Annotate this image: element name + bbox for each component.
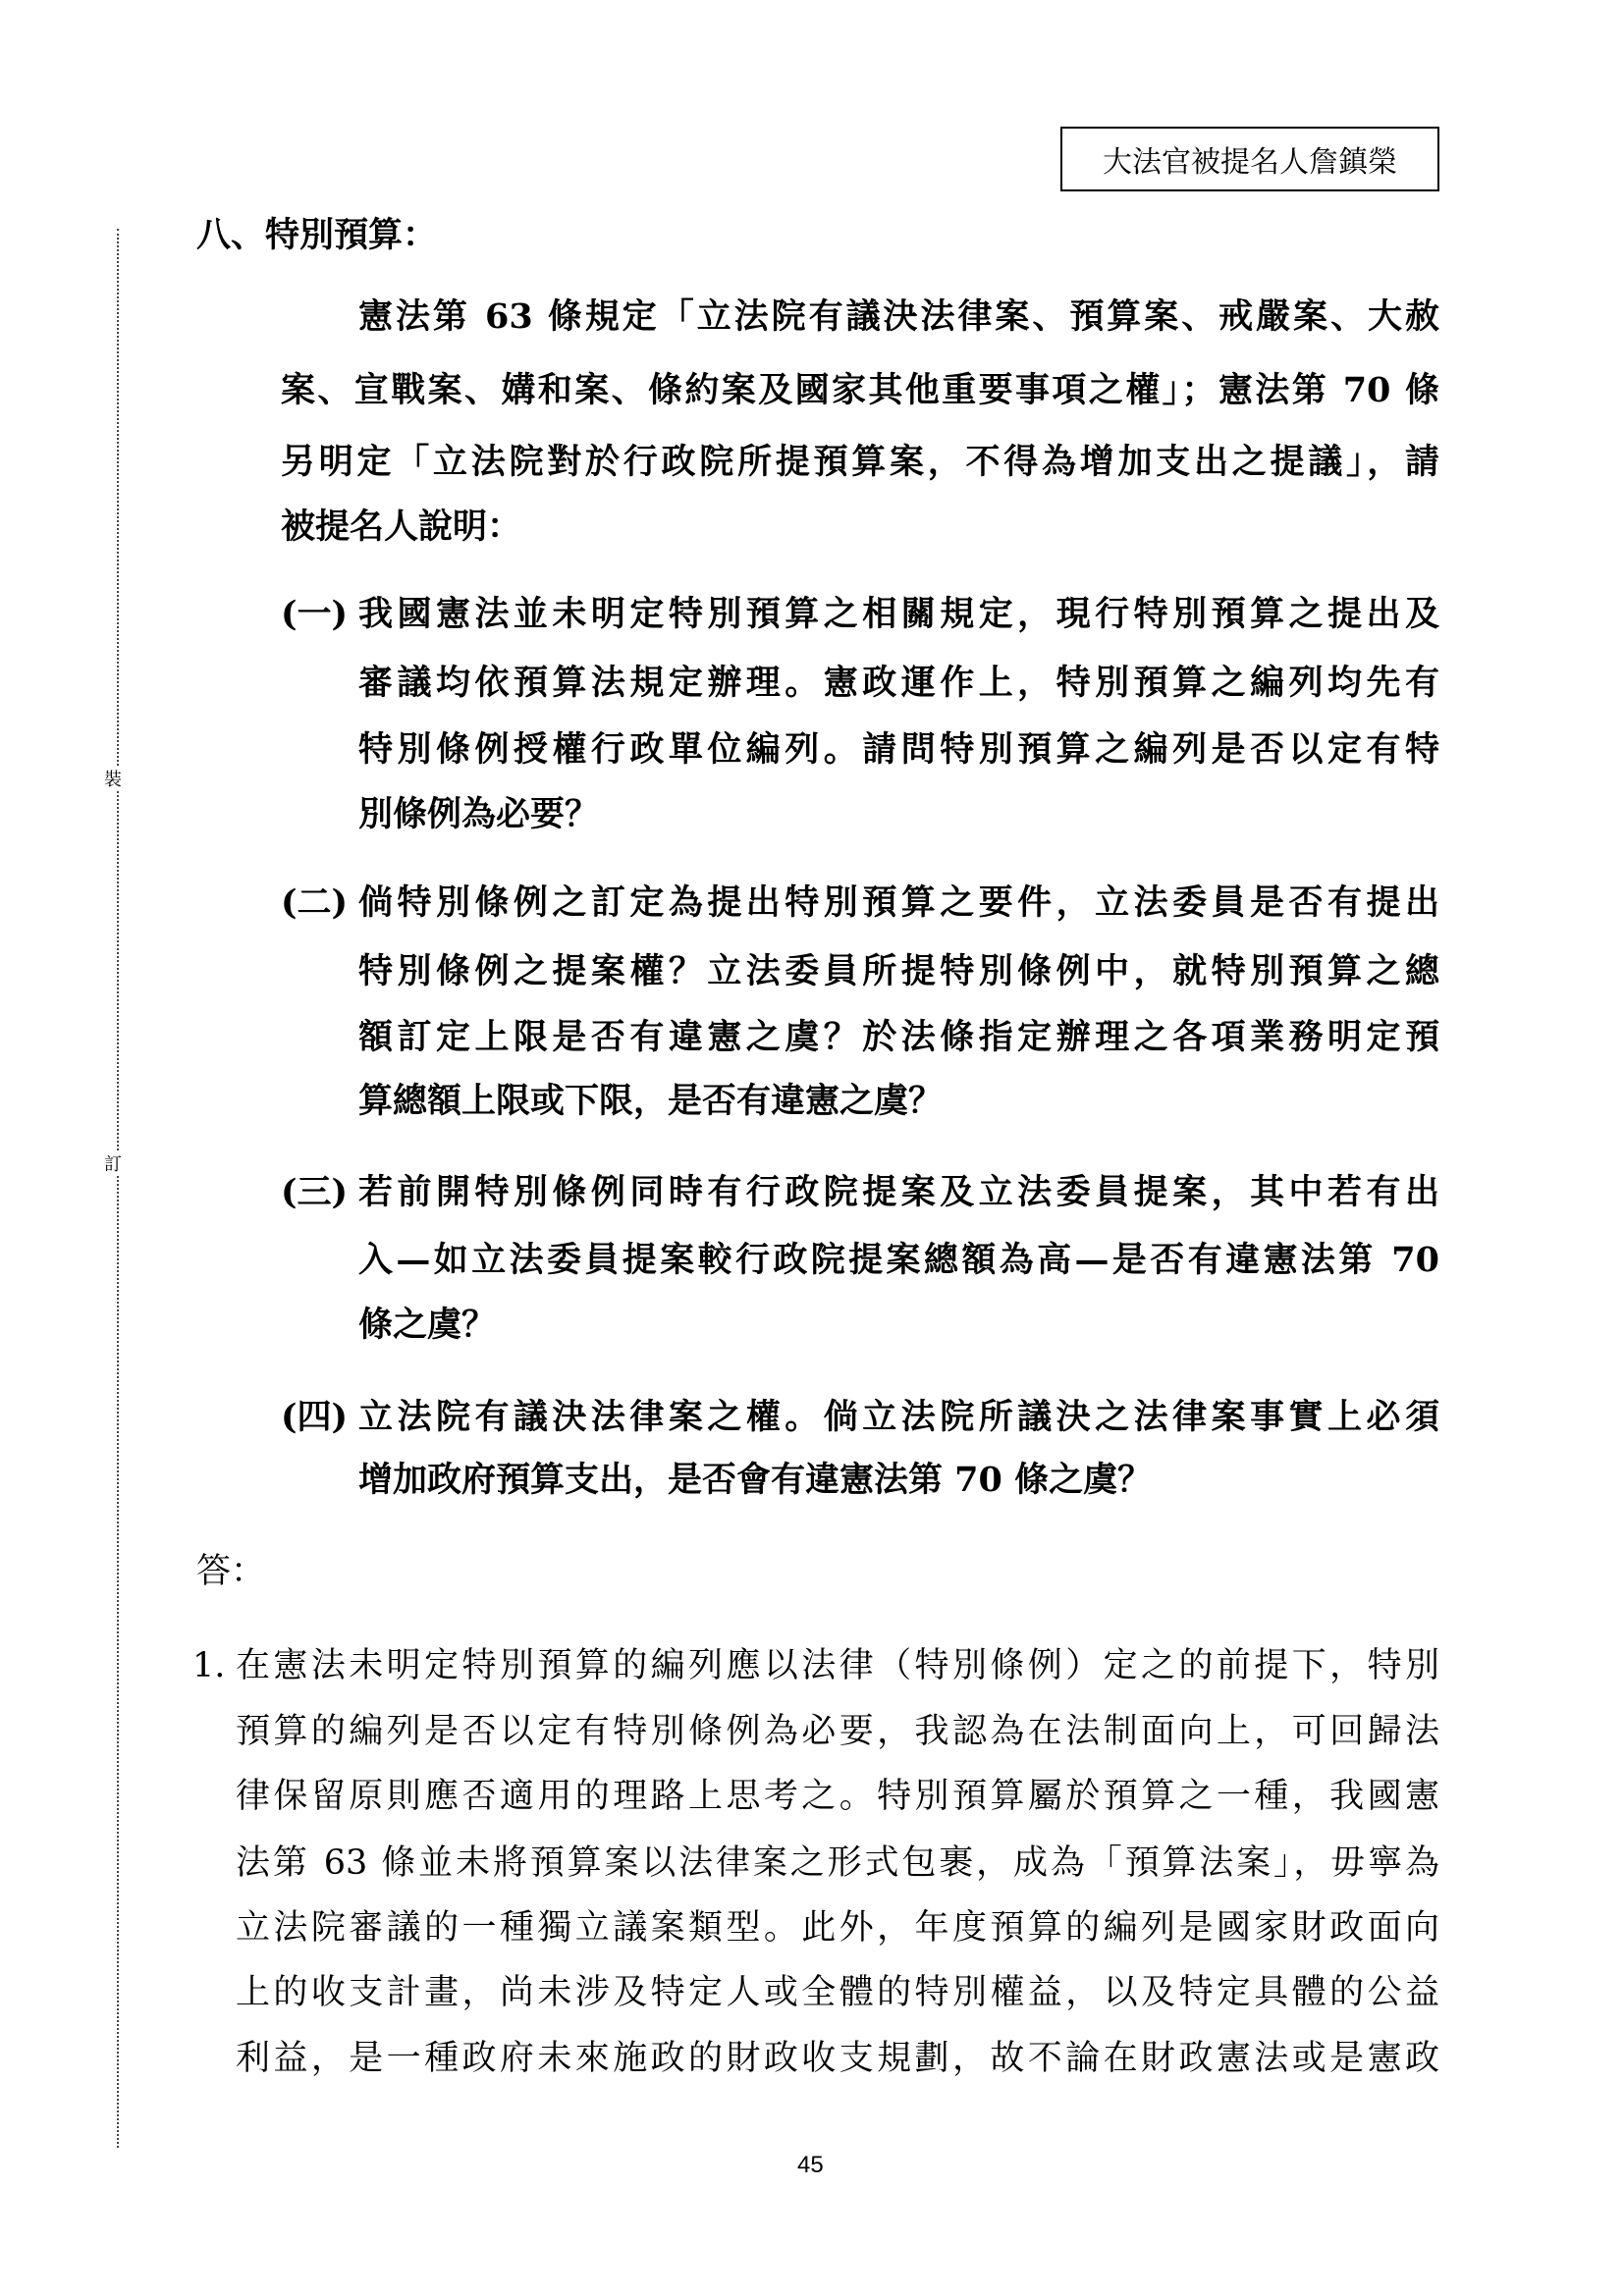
answer-label: 答： (196, 1552, 266, 1591)
answer-line: 立法院審議的一種獨立議案類型。此外，年度預算的編列是國家財政面向 (236, 1908, 1439, 1948)
question-item-line: 特別條例授權行政單位編列。請問特別預算之編列是否以定有特 (358, 729, 1439, 770)
question-item-label: (四) (281, 1397, 349, 1437)
binding-mark-zhuang: 裝 (104, 766, 122, 791)
answer-line: 律保留原則應否適用的理路上思考之。特別預算屬於預算之一種，我國憲 (236, 1777, 1439, 1816)
question-item-line: 條之虞？ (358, 1305, 497, 1345)
answer-line: 上的收支計畫，尚未涉及特定人或全體的特別權益，以及特定具體的公益 (236, 1973, 1439, 2012)
question-item-line: 倘特別條例之訂定為提出特別預算之要件，立法委員是否有提出 (358, 882, 1439, 923)
question-item-line: 審議均依預算法規定辦理。憲政運作上，特別預算之編列均先有 (358, 663, 1439, 703)
nominee-label: 大法官被提名人詹鎮榮 (1103, 145, 1397, 180)
answer-line: 預算的編列是否以定有特別條例為必要，我認為在法制面向上，可回歸法 (236, 1712, 1439, 1751)
question-item-line: 立法院有議決法律案之權。倘立法院所議決之法律案事實上必須 (358, 1397, 1439, 1437)
question-item-line: 額訂定上限是否有違憲之虞？於法條指定辦理之各項業務明定預 (358, 1017, 1439, 1057)
question-item-line: 算總額上限或下限，是否有違憲之虞？ (358, 1081, 944, 1121)
question-item-line: 別條例為必要？ (358, 794, 600, 834)
question-item-label: (一) (281, 594, 349, 634)
answer-line: 在憲法未明定特別預算的編列應以法律（特別條例）定之的前提下，特別 (236, 1646, 1439, 1685)
question-item-label: (二) (281, 882, 349, 923)
question-intro-line: 被提名人說明： (281, 507, 522, 547)
binding-dotted-line (117, 229, 119, 2148)
question-item-line: 增加政府預算支出，是否會有違憲法第 70 條之虞？ (358, 1460, 1153, 1500)
question-item-label: (三) (281, 1172, 349, 1212)
answer-number: 1. (192, 1646, 226, 1685)
nominee-header-box (1060, 127, 1439, 191)
answer-line: 法第 63 條並未將預算案以法律案之形式包裹，成為「預算法案」，毋寧為 (236, 1843, 1439, 1883)
question-intro-line: 憲法第 63 條規定「立法院有議決法律案、預算案、戒嚴案、大赦 (358, 296, 1439, 337)
question-item-line: 我國憲法並未明定特別預算之相關規定，現行特別預算之提出及 (358, 594, 1439, 634)
page-number: 45 (797, 2152, 824, 2178)
section-title: 八、特別預算： (196, 215, 438, 255)
question-intro-line: 另明定「立法院對於行政院所提預算案，不得為增加支出之提議」，請 (281, 442, 1439, 482)
question-item-line: 若前開特別條例同時有行政院提案及立法委員提案，其中若有出 (358, 1172, 1439, 1212)
answer-line: 利益，是一種政府未來施政的財政收支規劃，故不論在財政憲法或是憲政 (236, 2039, 1439, 2078)
binding-mark-ding: 訂 (104, 1150, 122, 1176)
question-item-line: 特別條例之提案權？立法委員所提特別條例中，就特別預算之總 (358, 951, 1439, 991)
question-item-line: 入—如立法委員提案較行政院提案總額為高—是否有違憲法第 70 (358, 1240, 1439, 1280)
question-intro-line: 案、宣戰案、媾和案、條約案及國家其他重要事項之權」；憲法第 70 條 (281, 370, 1439, 410)
